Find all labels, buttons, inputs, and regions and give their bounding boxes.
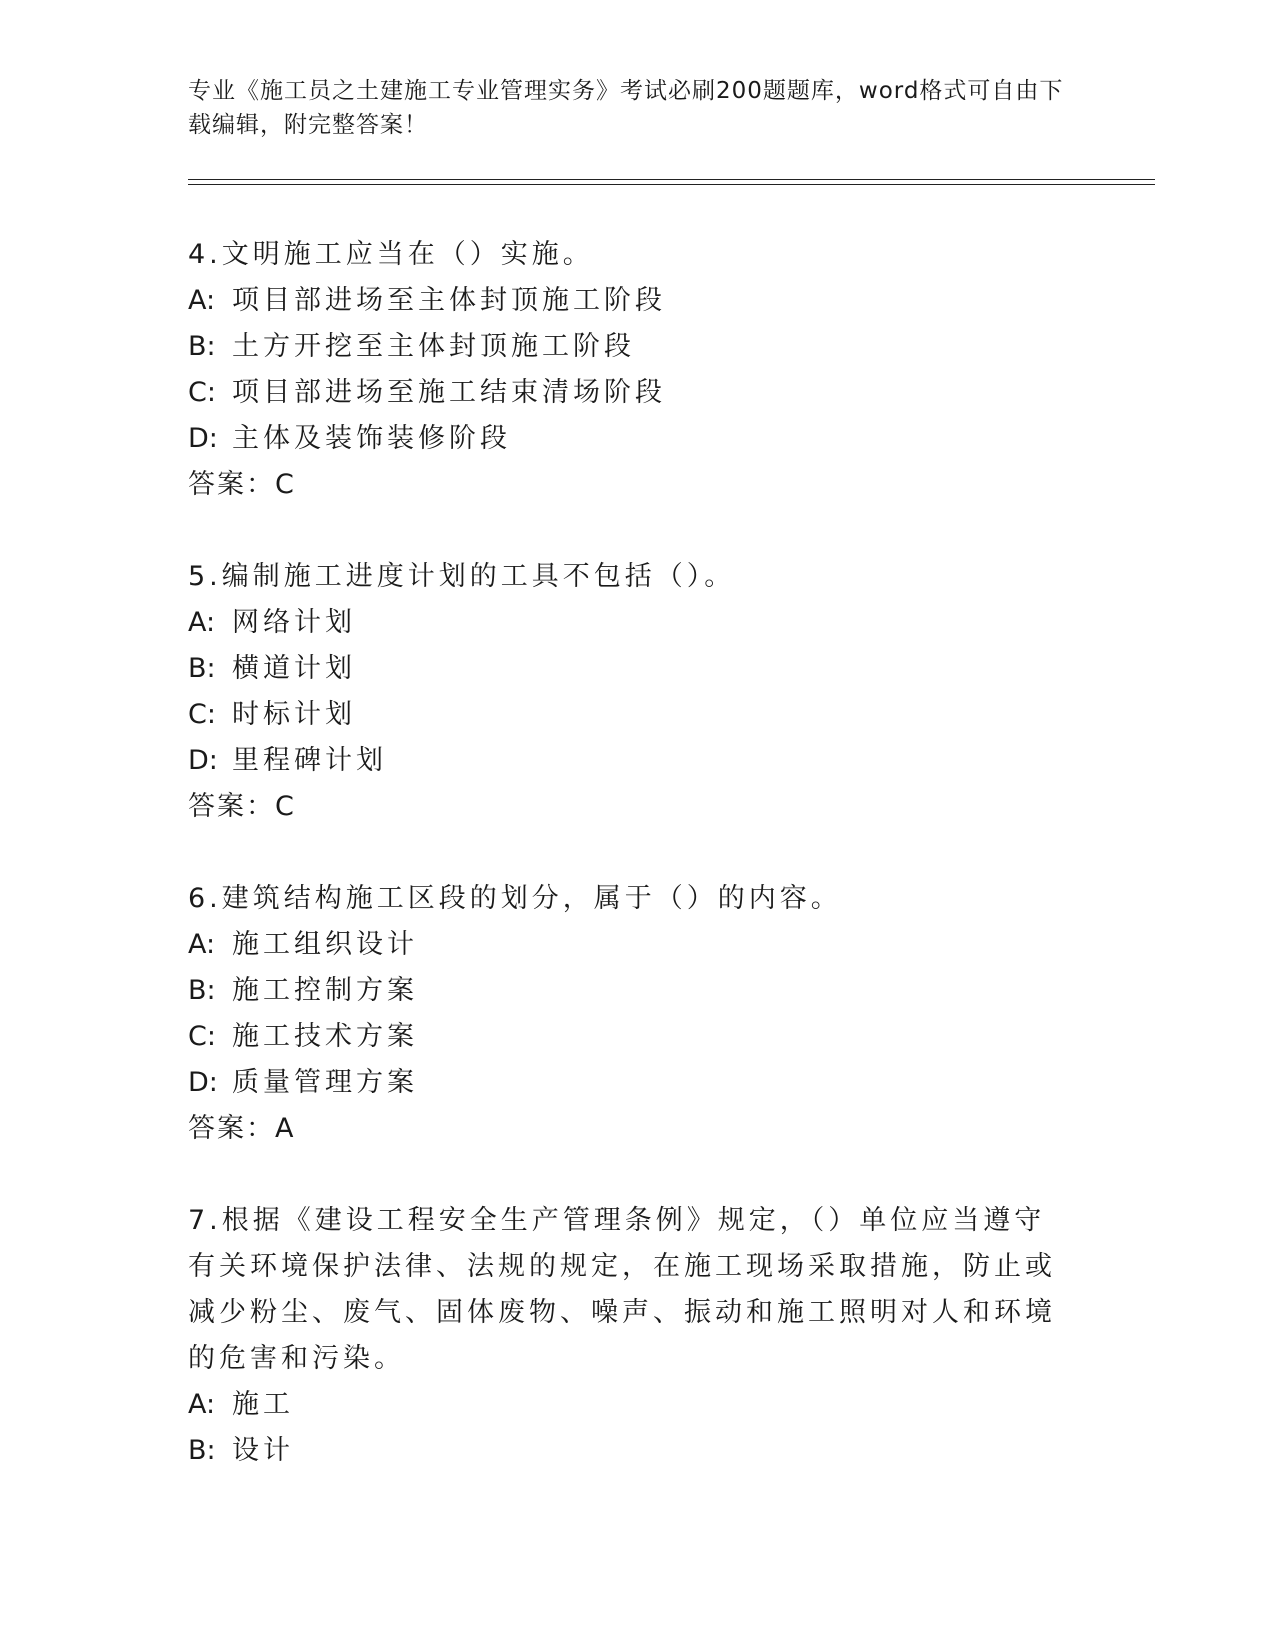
option-d xyxy=(188,1060,1068,1106)
option-d xyxy=(188,738,1068,784)
option-text: 施工技术方案 xyxy=(232,1021,418,1052)
option-b xyxy=(188,646,1068,692)
option-text: 项目部进场至施工结束清场阶段 xyxy=(232,377,666,408)
question-item xyxy=(188,554,1068,830)
option-letter: B: xyxy=(188,1435,216,1466)
option-text: 里程碑计划 xyxy=(232,745,387,776)
option-letter: C: xyxy=(188,1021,216,1052)
option-letter: C: xyxy=(188,377,216,408)
question-stem: 4.文明施工应当在（）实施。 xyxy=(188,239,594,270)
option-text: 项目部进场至主体封顶施工阶段 xyxy=(232,285,666,316)
option-text: 时标计划 xyxy=(232,699,356,730)
question-list xyxy=(188,232,1068,1520)
option-text: 施工 xyxy=(232,1389,294,1420)
option-letter: B: xyxy=(188,653,216,684)
answer-line: 答案：C xyxy=(188,791,296,822)
option-b xyxy=(188,968,1068,1014)
option-text: 土方开挖至主体封顶施工阶段 xyxy=(232,331,635,362)
option-letter: A: xyxy=(188,285,216,316)
option-d xyxy=(188,416,1068,462)
option-letter: D: xyxy=(188,745,218,776)
question-item xyxy=(188,232,1068,508)
option-a xyxy=(188,922,1068,968)
question-item xyxy=(188,876,1068,1152)
question-stem: 6.建筑结构施工区段的划分，属于（）的内容。 xyxy=(188,883,842,914)
option-text: 横道计划 xyxy=(232,653,356,684)
option-letter: C: xyxy=(188,699,216,730)
option-letter: A: xyxy=(188,607,216,638)
option-text: 施工控制方案 xyxy=(232,975,418,1006)
option-c xyxy=(188,1014,1068,1060)
option-text: 施工组织设计 xyxy=(232,929,418,960)
question-stem: 5.编制施工进度计划的工具不包括（）。 xyxy=(188,561,736,592)
option-b xyxy=(188,1428,1068,1474)
option-letter: B: xyxy=(188,331,216,362)
option-text: 质量管理方案 xyxy=(232,1067,418,1098)
document-header: 专业《施工员之土建施工专业管理实务》考试必刷200题题库，word格式可自由下载编辑，附完整答案！ xyxy=(188,78,1064,138)
option-letter: D: xyxy=(188,1067,218,1098)
option-letter: A: xyxy=(188,1389,216,1420)
option-letter: D: xyxy=(188,423,218,454)
option-letter: B: xyxy=(188,975,216,1006)
question-item xyxy=(188,1198,1068,1474)
answer-line: 答案：A xyxy=(188,1113,296,1144)
option-b xyxy=(188,324,1068,370)
option-c xyxy=(188,692,1068,738)
header-divider xyxy=(188,179,1155,185)
option-a xyxy=(188,278,1068,324)
option-a xyxy=(188,1382,1068,1428)
option-a xyxy=(188,600,1068,646)
option-text: 主体及装饰装修阶段 xyxy=(232,423,511,454)
option-letter: A: xyxy=(188,929,216,960)
answer-line: 答案：C xyxy=(188,469,296,500)
option-text: 网络计划 xyxy=(232,607,356,638)
option-c xyxy=(188,370,1068,416)
question-stem: 7.根据《建设工程安全生产管理条例》规定，（）单位应当遵守有关环境保护法律、法规的规定，在施工现场采取措施，防止或减少粉尘、废气、固体废物、噪声、振动和施工照明对人和环境的危害和污染。 xyxy=(188,1205,1056,1374)
option-text: 设计 xyxy=(232,1435,294,1466)
